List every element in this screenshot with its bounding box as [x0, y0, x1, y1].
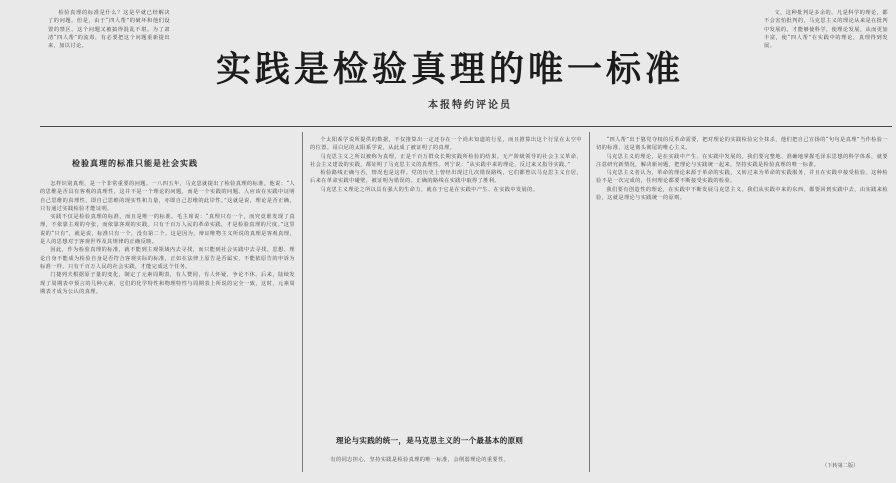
- headline: 实践是检验真理的唯一标准: [215, 49, 684, 90]
- right-paragraph: 我们要有创造性的理论，在实践中不断发展马克思主义。我们从实践中来的东西，都要回到实践中去，由实践来检验，这就是理论与实践统一的原则。: [596, 186, 888, 202]
- intro-left-text: 检验真理的标准是什么？这是早就已经解决了的问题。但是，由于“四人帮”的破坏和他们设置的禁区，这个问题又被搞得混乱不堪。为了肃清“四人帮”的流毒，有必要把这个问题重新提出来，加以讨论。: [48, 10, 170, 50]
- left-subhead: 检验真理的标准只能是社会实践: [72, 158, 198, 168]
- middle-paragraph: 检验路线正确与否，情况也是这样。党的历史上曾经出现过几次错误路线，它们都曾以马克思主义自居，后来在革命实践中碰壁，被证明为错误的。正确的路线在实践中取得了胜利。: [310, 170, 582, 185]
- middle-paragraph: 个太阳系学说所提供的数据，不仅推算出一定还存在一个尚未知道的行星，而且推算出这个行星在太空中的位置。哥白尼的太阳系学说，从此成了被证明了的真理。: [310, 137, 582, 152]
- left-column: [40, 180, 295, 475]
- column-divider-left: [302, 132, 303, 472]
- intro-right-text: 文，这种批判是多余的。凡是科学的理论，都不会害怕批判的，马克思主义的理论从来是在批判中发展的，才能够使科学，使理论发展，从而更加丰富，使“四人帮”在实践中的理论，真理得到发展。: [764, 10, 888, 50]
- middle-paragraph: 马克思主义之所以被称为真理，正是千百万群众长期实践所检验的结果。无产阶级领导的社会主义革命、社会主义建设的实践，都证明了马克思主义的真理性。列宁说：“从实践中来的理论，反过来又指导实践。”: [310, 153, 582, 168]
- left-paragraph: 因此，作为检验真理的标准，就不能到主观领域内去寻找，而只能到社会实践中去寻找。思想、理论自身不能成为检验自身是否符合客观实际的标准，正如在法律上原告是否属实，不能依原告的申诉为标准一样。只有千百万人民的社会实践，才能完成这个任务。: [40, 247, 295, 270]
- middle-bottom-text: 有的同志担心，坚持实践是检验真理的唯一标准，会削弱理论的重要性。: [330, 457, 510, 463]
- column-divider-right: [589, 132, 590, 472]
- byline: 本报特约评论员: [428, 100, 512, 111]
- continuation-note: （下转第二版）: [822, 463, 859, 469]
- intro-right-column: [764, 9, 888, 134]
- right-column: [596, 136, 888, 461]
- middle-column: [310, 136, 582, 426]
- left-paragraph: 实践不仅是检验真理的标准，而且是唯一的标准。毛主席说：“真理只有一个，而究竟谁发现了真理，不依靠主观的夸张，而依靠客观的实践。只有千百万人民的革命实践，才是检验真理的尺度。”这里说的“只有”，就是说，标准只有一个，没有第二个。这是因为，辩证唯物主义所说的真理是客观真理，是人的思想对于客观世界及其规律的正确反映。: [40, 214, 295, 246]
- middle-subhead: 理论与实践的统一，是马克思主义的一个最基本的原则: [336, 436, 524, 445]
- right-paragraph: 马克思主义的理论，是在实践中产生、在实践中发展的。我们要完整地、准确地掌握毛泽东思想的科学体系，就要注意研究新情况，解决新问题，把理论与实践统一起来，坚持实践是检验真理的唯一标准。: [596, 153, 888, 168]
- right-paragraph: 马克思主义者认为，革命的理论来源于革命的实践，又转过来为革命的实践服务，并且在实践中接受检验。这种检验不是一次完成的，任何理论都要不断接受实践的检验。: [596, 170, 888, 185]
- right-paragraph: “四人帮”出于篡党夺权的反革命需要，把对理论的实践检验完全抹杀，他们把自己宣扬的“句句是真理”当作检验一切的标准，这是彻头彻尾的唯心主义。: [596, 137, 888, 152]
- middle-paragraph: 马克思主义理论之所以具有强大的生命力，就在于它是在实践中产生、在实践中发展的。: [320, 186, 539, 193]
- left-paragraph: 门捷列夫根据原子量的变化，制定了元素周期表，有人赞同，有人怀疑，争论不休。后来，陆续发现了周期表中预言的几种元素，它们的化学特性和物理特性与周期表上所说的完全一致，这时，元素周期表才成为公认的真理。: [40, 272, 295, 295]
- left-paragraph: 怎样识别真理，是一个非常重要的问题。一八四五年，马克思就提出了检验真理的标准。他说：“人的思维是否具有客观的真理性，这并不是一个理论的问题，而是一个实践的问题。人应该在实践中证明自己思维的真理性，即自己思维的现实性和力量，亦即自己思维的此岸性。”这就是说，理论是否正确，只有通过实践检验才能证明。: [40, 181, 295, 212]
- intro-left-column: [48, 9, 170, 94]
- headline-rule: [40, 126, 892, 127]
- middle-bottom-column: [320, 456, 582, 478]
